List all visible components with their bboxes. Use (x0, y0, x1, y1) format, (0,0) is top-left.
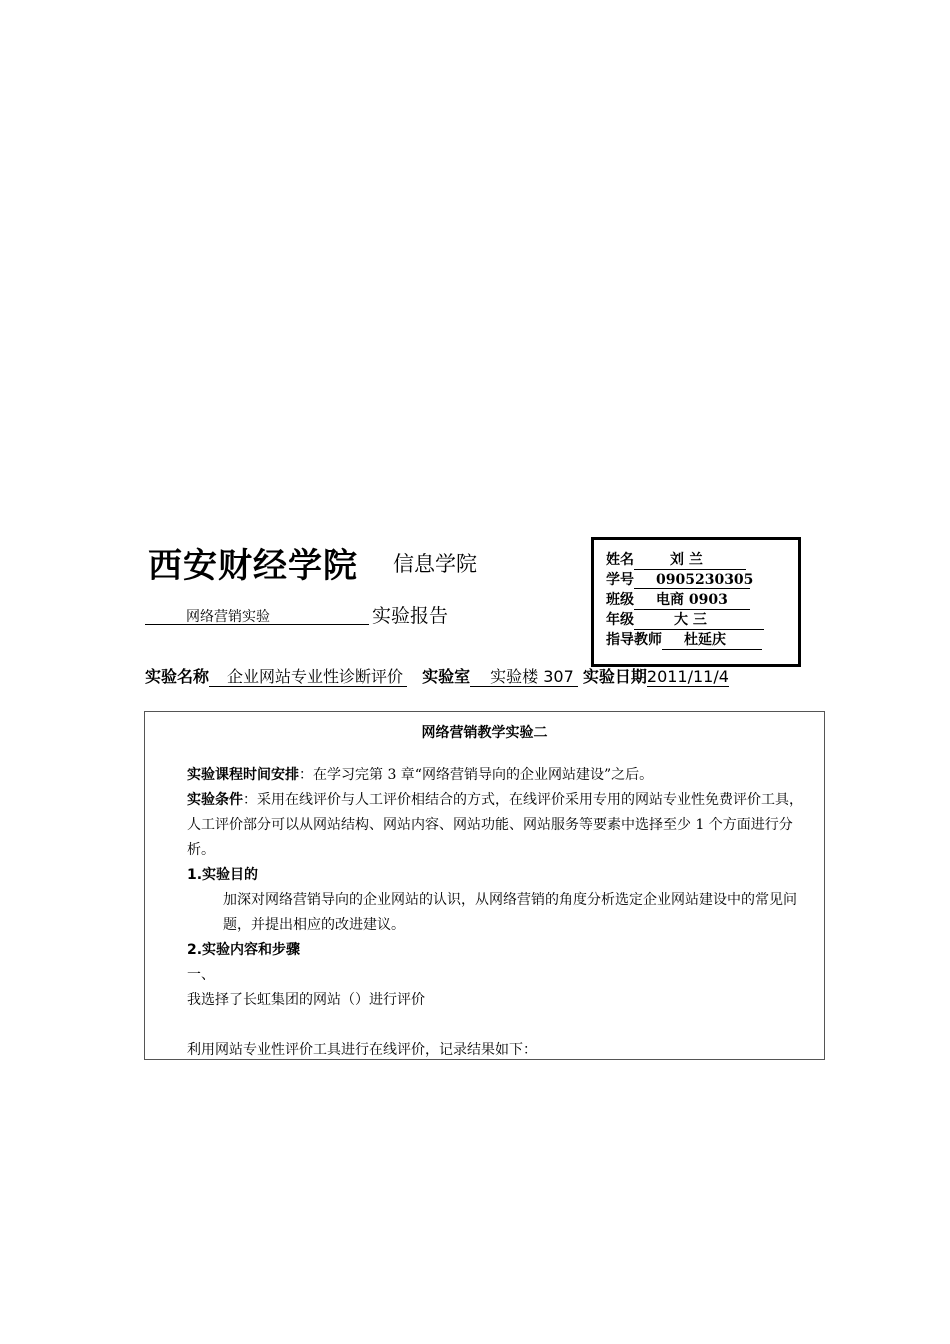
name-row (606, 549, 746, 570)
class-value: 电商 0903 (634, 589, 750, 610)
purpose-heading (187, 863, 807, 888)
id-row (606, 569, 754, 589)
name-value: 刘 兰 (634, 549, 746, 570)
class-row (606, 589, 750, 610)
id-value: 0905230305 (634, 572, 750, 589)
experiment-name-value: 企业网站专业性诊断评价 (209, 667, 407, 687)
step-choice: 我选择了长虹集团的网站（）进行评价 (187, 992, 425, 1008)
content-title: 网络营销教学实验二 (421, 725, 548, 741)
step-online: 利用网站专业性评价工具进行在线评价，记录结果如下： (187, 1042, 537, 1058)
schedule-paragraph (187, 763, 807, 788)
steps-heading-text: 2.实验内容和步骤 (187, 942, 301, 958)
experiment-date-value: 2011/11/4 (646, 667, 729, 686)
step-one: 一、 (187, 967, 215, 983)
purpose-heading-text: 1.实验目的 (187, 867, 259, 883)
id-label: 学号 (606, 572, 634, 588)
name-label: 姓名 (606, 552, 634, 568)
grade-label: 年级 (606, 612, 634, 628)
teacher-row (606, 629, 762, 650)
conditions-text: ：采用在线评价与人工评价相结合的方式，在线评价采用专用的网站专业性免费评价工具，人工评价部分可以从网站结构、网站内容、网站功能、网站服务等要素中选择至少 1 个方面进行分析。 (187, 792, 803, 858)
student-info-box (591, 537, 801, 667)
experiment-date-label: 实验日期 (582, 667, 647, 686)
lab-room-value: 实验楼 307 (470, 667, 578, 687)
teacher-label: 指导教师 (606, 632, 662, 648)
steps-heading (187, 938, 807, 963)
schedule-label: 实验课程时间安排 (187, 767, 299, 783)
lab-room-label: 实验室 (422, 667, 471, 686)
schedule-text: ：在学习完第 3 章“网络营销导向的企业网站建设”之后。 (299, 767, 654, 783)
experiment-content-box (144, 711, 825, 1060)
experiment-name-label: 实验名称 (145, 667, 210, 686)
school-name: 西安财经学院 (148, 546, 358, 586)
grade-row (606, 609, 764, 630)
grade-value: 大 三 (634, 609, 764, 630)
conditions-paragraph (187, 788, 807, 863)
class-label: 班级 (606, 592, 634, 608)
conditions-label: 实验条件 (187, 792, 243, 808)
course-name: 网络营销实验 (186, 609, 270, 625)
department-name: 信息学院 (393, 552, 477, 576)
report-label: 实验报告 (372, 605, 449, 627)
experiment-info-row (145, 664, 729, 687)
purpose-paragraph: 加深对网络营销导向的企业网站的认识，从网络营销的角度分析选定企业网站建设中的常见问题，并提出相应的改进建议。 (223, 892, 797, 933)
teacher-value: 杜延庆 (662, 629, 762, 650)
